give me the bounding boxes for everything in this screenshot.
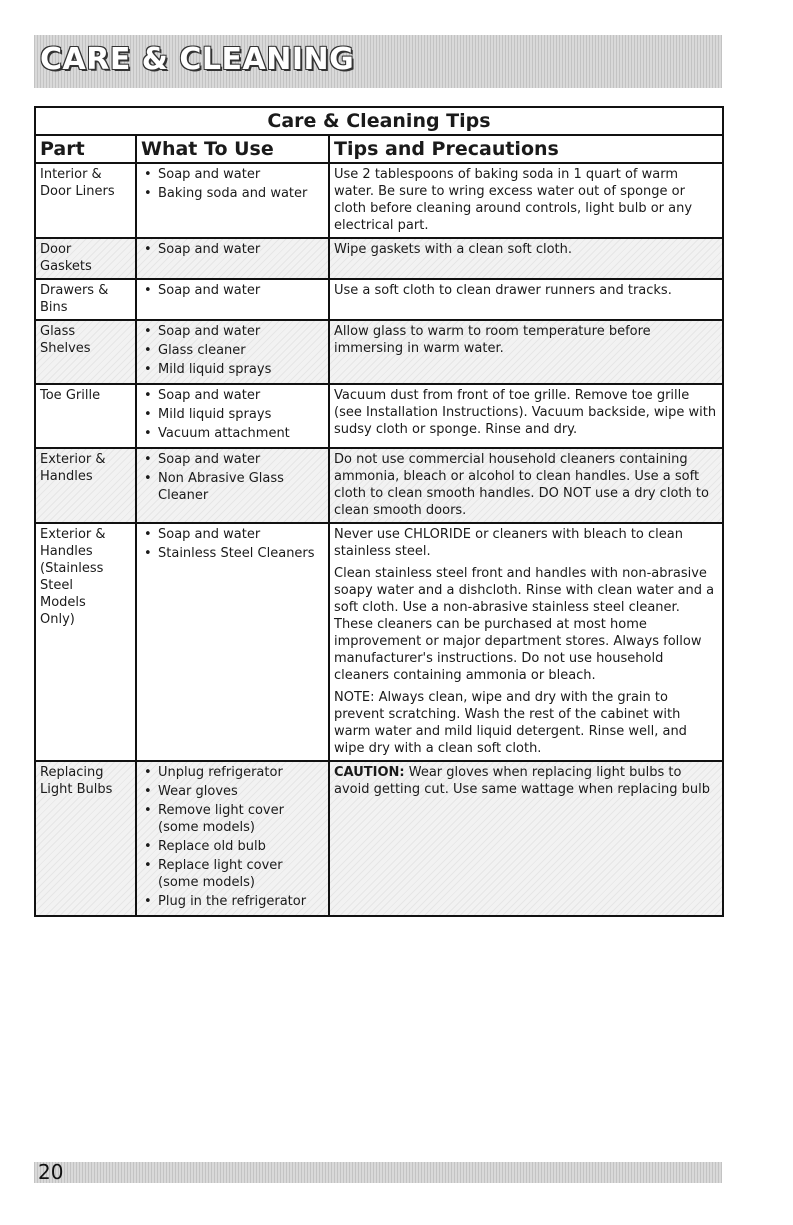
what-to-use-cell [136,448,329,523]
cleaning-item: • Soap and water [141,241,324,258]
cleaning-items-list [141,387,324,442]
part-line: Replacing [40,765,104,780]
what-to-use-cell [136,523,329,761]
section-header-band [34,35,722,88]
part-line: Shelves [40,341,91,356]
tip-text: Wipe gaskets with a clean soft cloth. [334,242,573,257]
cleaning-items-list [141,282,324,299]
part-line: (Stainless [40,561,104,576]
cleaning-items-list [141,241,324,258]
tip-text: Use 2 tablespoons of baking soda in 1 quart of warm water. Be sure to wring excess water out of sponge or cloth before cleaning around controls, light bulb or any electrical part. [334,167,693,233]
part-line: Toe Grille [40,388,101,403]
cleaning-item: • Non Abrasive Glass Cleaner [141,470,324,504]
cleaning-items-list [141,526,324,562]
what-to-use-cell [136,163,329,238]
part-line: Light Bulbs [40,782,113,797]
care-cleaning-table [34,106,724,917]
tip-paragraph [334,565,718,684]
part-cell [35,163,136,238]
tip-text: Use a soft cloth to clean drawer runners and tracks. [334,283,672,298]
part-line: Bins [40,300,68,315]
table-row [35,238,723,279]
part-line: Gaskets [40,259,92,274]
cleaning-item: • Mild liquid sprays [141,361,324,378]
part-line: Exterior & [40,527,106,542]
what-to-use-cell [136,320,329,384]
tips-cell [329,320,723,384]
tips-cell [329,163,723,238]
column-header-what-to-use: What To Use [136,135,329,163]
table-header-row [35,135,723,163]
part-cell [35,384,136,448]
cleaning-item: • Soap and water [141,323,324,340]
table-title: Care & Cleaning Tips [35,107,723,135]
tip-paragraph [334,387,718,438]
cleaning-items-list [141,166,324,202]
part-line: Handles [40,469,93,484]
tip-text: Vacuum dust from front of toe grille. Remove toe grille (see Installation Instructions). Vacuum backside, wipe with sudsy cloth or sponge. Rinse and dry. [334,388,717,437]
tip-paragraph [334,689,718,757]
tip-text: Never use CHLORIDE or cleaners with bleach to clean stainless steel. [334,527,683,559]
cleaning-item: • Replace old bulb [141,838,324,855]
cleaning-items-list [141,764,324,910]
part-cell [35,523,136,761]
column-header-part: Part [35,135,136,163]
tips-cell [329,238,723,279]
what-to-use-cell [136,761,329,916]
cleaning-item: • Wear gloves [141,783,324,800]
part-cell [35,238,136,279]
tip-paragraph [334,166,718,234]
table-row [35,761,723,916]
part-line: Exterior & [40,452,106,467]
tips-cell [329,279,723,320]
caution-label: CAUTION: [334,765,405,780]
tip-paragraph [334,764,718,798]
tip-paragraph [334,241,718,258]
part-cell [35,448,136,523]
tip-text: Wear gloves when replacing light bulbs to avoid getting cut. Use same wattage when replacing bulb [334,765,710,797]
tip-text: Allow glass to warm to room temperature before immersing in warm water. [334,324,651,356]
footer-band [34,1162,722,1183]
part-line: Handles [40,544,93,559]
what-to-use-cell [136,238,329,279]
column-header-tips: Tips and Precautions [329,135,723,163]
part-cell [35,320,136,384]
tip-paragraph [334,282,718,299]
cleaning-item: • Baking soda and water [141,185,324,202]
what-to-use-cell [136,279,329,320]
table-row [35,320,723,384]
cleaning-item: • Soap and water [141,526,324,543]
cleaning-item: • Soap and water [141,387,324,404]
part-line: Interior & [40,167,102,182]
page-title: CARE & CLEANING [40,42,355,77]
part-line: Door Liners [40,184,115,199]
what-to-use-cell [136,384,329,448]
table-title-row [35,107,723,135]
table-row [35,523,723,761]
tip-text: Clean stainless steel front and handles with non-abrasive soapy water and a dishcloth. Rinse with clean water and a soft cloth. Use a non-abrasive stainless steel cleaner. These cleaners can be purchased at most home improvement or major department stores. Always follow manufacturer's instructions. Do not use household cleaners containing ammonia or bleach. [334,566,715,683]
cleaning-item: • Vacuum attachment [141,425,324,442]
tip-paragraph [334,323,718,357]
table-row [35,279,723,320]
cleaning-items-list [141,323,324,378]
cleaning-item: • Soap and water [141,282,324,299]
tip-text: Do not use commercial household cleaners containing ammonia, bleach or alcohol to clean handles. Use a soft cloth to clean smooth handles. DO NOT use a dry cloth to clean smooth doors. [334,452,709,518]
part-line: Glass [40,324,76,339]
cleaning-item: • Plug in the refrigerator [141,893,324,910]
cleaning-item: • Stainless Steel Cleaners [141,545,324,562]
cleaning-item: • Unplug refrigerator [141,764,324,781]
part-line: Only) [40,612,75,627]
part-line: Door [40,242,72,257]
tips-cell [329,448,723,523]
part-cell [35,279,136,320]
cleaning-item: • Glass cleaner [141,342,324,359]
tip-paragraph [334,526,718,560]
cleaning-item: • Soap and water [141,451,324,468]
cleaning-item: • Mild liquid sprays [141,406,324,423]
table-row [35,384,723,448]
part-line: Steel [40,578,73,593]
tips-cell [329,384,723,448]
cleaning-item: • Soap and water [141,166,324,183]
part-line: Models [40,595,86,610]
tips-cell [329,761,723,916]
table-row [35,163,723,238]
tip-paragraph [334,451,718,519]
tips-cell [329,523,723,761]
table-row [35,448,723,523]
part-line: Drawers & [40,283,109,298]
tip-text: NOTE: Always clean, wipe and dry with the grain to prevent scratching. Wash the rest of the cabinet with warm water and mild liquid detergent. Rinse well, and wipe dry with a clean soft cloth. [334,690,687,756]
part-cell [35,761,136,916]
cleaning-item: • Remove light cover (some models) [141,802,324,836]
cleaning-item: • Replace light cover (some models) [141,857,324,891]
page-number: 20 [38,1160,64,1184]
cleaning-items-list [141,451,324,504]
